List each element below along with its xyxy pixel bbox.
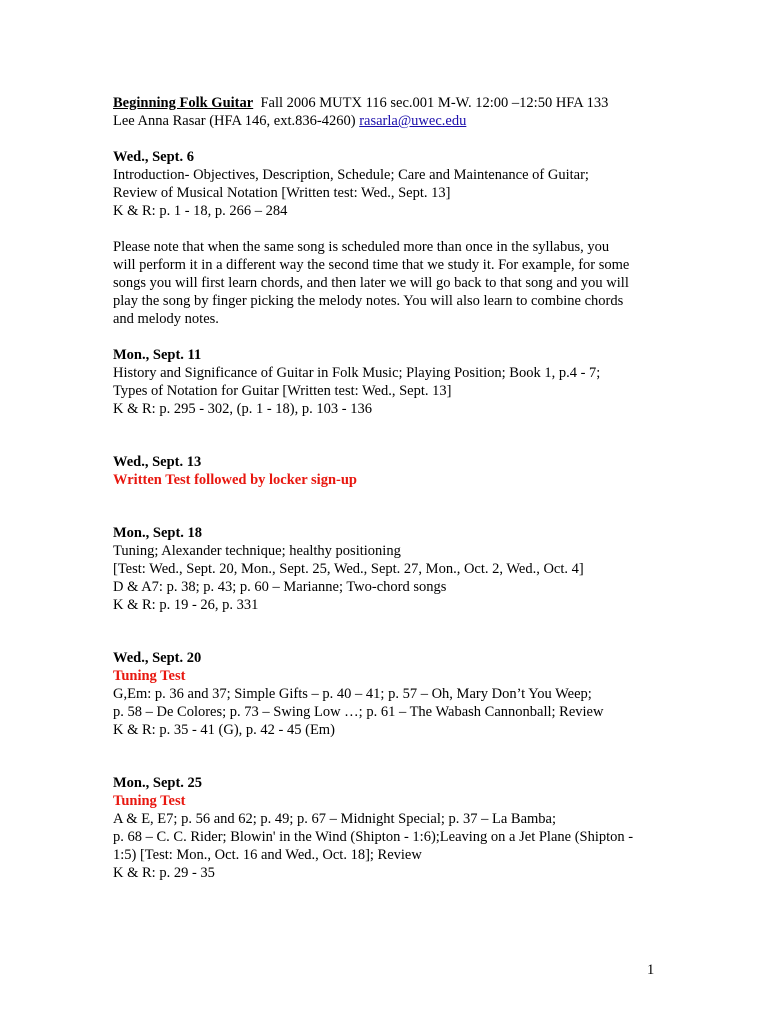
instructor-line [113,112,653,130]
instructor-info: Lee Anna Rasar (HFA 146, ext.836-4260) [113,113,360,129]
schedule-line: K & R: p. 35 - 41 (G), p. 42 - 45 (Em) [113,722,335,738]
note-paragraph-line: and melody notes. [113,311,219,327]
schedule-line: [Test: Wed., Sept. 20, Mon., Sept. 25, Wed., Sept. 27, Mon., Oct. 2, Wed., Oct. 4] [113,561,584,577]
schedule-line: Tuning; Alexander technique; healthy positioning [113,543,401,559]
page-number: 1 [647,962,655,978]
schedule-line: A & E, E7; p. 56 and 62; p. 49; p. 67 – Midnight Special; p. 37 – La Bamba; [113,811,557,827]
schedule-line: History and Significance of Guitar in Folk Music; Playing Position; Book 1, p.4 - 7; [113,365,601,381]
schedule-line: K & R: p. 1 - 18, p. 266 – 284 [113,203,288,219]
email-link[interactable]: rasarla@uwec.edu [359,113,467,129]
schedule-line: Review of Musical Notation [Written test: Wed., Sept. 13] [113,185,451,201]
date-heading: Mon., Sept. 25 [113,775,203,791]
note-paragraph-line: will perform it in a different way the second time that we study it. For example, for some [113,257,630,273]
course-title: Beginning Folk Guitar [113,95,254,111]
note-paragraph-line: songs you will first learn chords, and then later we will go back to that song and you will [113,275,629,291]
schedule-line: Introduction- Objectives, Description, Schedule; Care and Maintenance of Guitar; [113,167,589,183]
course-header-line [113,94,653,112]
schedule-line: K & R: p. 295 - 302, (p. 1 - 18), p. 103 - 136 [113,401,372,417]
schedule-line: K & R: p. 19 - 26, p. 331 [113,597,259,613]
schedule-line: G,Em: p. 36 and 37; Simple Gifts – p. 40 – 41; p. 57 – Oh, Mary Don’t You Weep; [113,686,592,702]
schedule-line: K & R: p. 29 - 35 [113,865,215,881]
schedule-line: p. 58 – De Colores; p. 73 – Swing Low …; p. 61 – The Wabash Cannonball; Review [113,704,604,720]
schedule-line: Types of Notation for Guitar [Written test: Wed., Sept. 13] [113,383,452,399]
schedule-line: p. 68 – C. C. Rider; Blowin' in the Wind (Shipton - 1:6);Leaving on a Jet Plane (Shipton - [113,829,634,845]
test-alert: Written Test followed by locker sign-up [113,472,357,488]
date-heading: Mon., Sept. 18 [113,525,203,541]
note-paragraph-line: Please note that when the same song is scheduled more than once in the syllabus, you [113,239,610,255]
date-heading: Mon., Sept. 11 [113,347,202,363]
schedule-line: D & A7: p. 38; p. 43; p. 60 – Marianne; Two-chord songs [113,579,447,595]
schedule-line: 1:5) [Test: Mon., Oct. 16 and Wed., Oct. 18]; Review [113,847,422,863]
date-heading: Wed., Sept. 6 [113,149,194,165]
date-heading: Wed., Sept. 20 [113,650,202,666]
syllabus-content [113,94,653,882]
note-paragraph-line: play the song by finger picking the melody notes. You will also learn to combine chords [113,293,624,309]
course-info: Fall 2006 MUTX 116 sec.001 M-W. 12:00 –12:50 HFA 133 [260,95,609,111]
date-heading: Wed., Sept. 13 [113,454,202,470]
test-alert: Tuning Test [113,668,186,684]
test-alert: Tuning Test [113,793,186,809]
